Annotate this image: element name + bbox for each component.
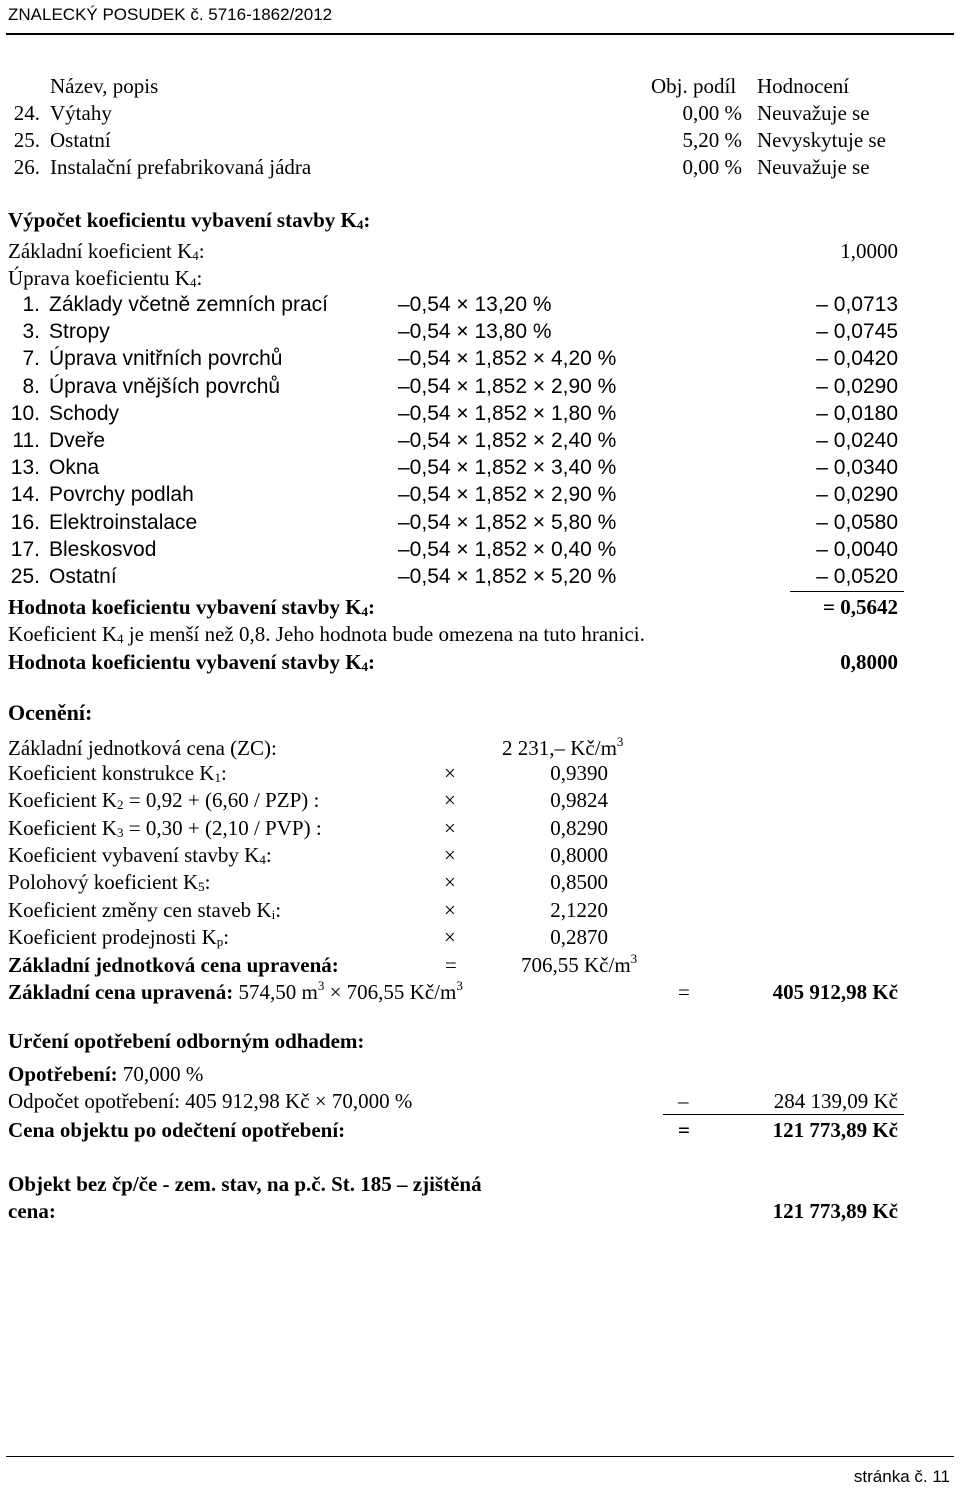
object-price-label: Cena objektu po odečtení opotřebení: — [8, 1118, 346, 1142]
coefficient-value: 2,1220 — [550, 897, 608, 922]
col-header-rating: Hodnocení — [757, 74, 850, 98]
k4-row-name: Bleskosvod — [49, 537, 157, 561]
wear-heading: Určení opotřebení odborným odhadem: — [8, 1029, 365, 1053]
coefficient-label: Koeficient vybavení stavby $K_4$: — [8, 842, 272, 867]
k4-row-formula: –0,54 × 1,852 × 5,20 % — [398, 565, 617, 588]
base-price-op: = — [678, 980, 690, 1004]
k4-row-formula: –0,54 × 1,852 × 2,90 % — [398, 374, 617, 398]
k4-row-value: – 0,0290 — [816, 374, 898, 398]
col-header-name: Název, popis — [50, 74, 159, 98]
k4-note: Koeficient $K_4$ je menší než 0,8. Jeho hodnota bude omezena na tuto hranici. — [8, 622, 645, 646]
part-row-rating: Nevyskytuje se — [757, 128, 886, 152]
k4-row-formula: –0,54 × 1,852 × 4,20 % — [398, 347, 617, 371]
k4-final-value: 0,8000 — [840, 650, 898, 674]
k4-row-formula: –0,54 × 1,852 × 5,80 % — [398, 510, 617, 534]
coefficient-label: Koeficient prodejnosti $K_p$: — [8, 924, 230, 949]
k4-row-name: Povrchy podlah — [49, 483, 194, 507]
footer-rule — [6, 1456, 954, 1457]
k4-base-value: 1,0000 — [840, 239, 898, 263]
wear-sum-rule — [663, 1114, 904, 1115]
coefficient-label: Koeficient $K_2 = 0,92 + (6,60 / PZP)$ : — [8, 788, 320, 813]
part-row-name: Instalační prefabrikovaná jádra — [50, 155, 312, 179]
coefficient-operator: × — [444, 842, 456, 867]
document-header: ZNALECKÝ POSUDEK č. 5716-1862/2012 — [8, 5, 333, 24]
k4-row-name: Schody — [49, 401, 120, 425]
unit-price-label: Základní jednotková cena upravená: — [8, 953, 339, 977]
k4-row-value: – 0,0180 — [816, 401, 898, 425]
summary-line-2: cena: — [8, 1199, 56, 1223]
k4-row-number: 8. — [22, 374, 40, 398]
k4-row-number: 11. — [12, 429, 40, 452]
col-header-share: Obj. podíl — [651, 74, 737, 98]
k4-row-value: – 0,0040 — [816, 537, 898, 561]
part-row-share: 5,20 % — [682, 128, 742, 152]
coefficient-operator: × — [444, 924, 456, 949]
wear-deduct-op: – — [678, 1089, 689, 1113]
k4-result-value: = 0,5642 — [823, 595, 898, 619]
unit-price-op: = — [445, 953, 457, 977]
object-price-value: 121 773,89 Kč — [772, 1118, 898, 1142]
k4-final-label: Hodnota koeficientu vybavení stavby $K_4$: — [8, 650, 376, 674]
k4-row-formula: –0,54 × 1,852 × 0,40 % — [398, 537, 617, 561]
base-price-value: 405 912,98 Kč — [772, 980, 898, 1004]
unit-price-value: 706,55 $Kč/m^3$ — [521, 951, 638, 977]
k4-row-name: Elektroinstalace — [49, 510, 198, 534]
summary-value: 121 773,89 Kč — [772, 1199, 898, 1223]
coefficient-value: 0,8000 — [550, 842, 608, 867]
k4-row-value: – 0,0240 — [816, 429, 898, 452]
base-price-label: Základní cena upravená: 574,50 $m^3 \times 706,55$ $Kč/m^3$ — [8, 978, 463, 1004]
coefficient-label: Koeficient změny cen staveb $K_i$: — [8, 897, 282, 922]
coefficient-operator: × — [444, 897, 456, 922]
part-row-rating: Neuvažuje se — [757, 155, 870, 179]
part-row-number: 26. — [13, 155, 40, 179]
k4-row-number: 16. — [10, 510, 40, 534]
object-price-op: = — [678, 1118, 690, 1142]
k4-row-formula: –0,54 × 1,852 × 2,40 % — [398, 429, 617, 452]
header-rule — [6, 33, 954, 35]
coefficient-operator: × — [444, 761, 456, 785]
coefficient-label: Koeficient $K_3 = 0,30 + (2,10 / PVP)$ : — [8, 815, 322, 840]
wear-deduct-label: Odpočet opotřebení: 405 912,98 Kč × 70,000 % — [8, 1089, 413, 1113]
coefficient-operator: × — [444, 788, 456, 813]
k4-row-value: – 0,0520 — [816, 565, 898, 588]
zc-label: Základní jednotková cena (ZC): — [8, 736, 277, 760]
k4-row-name: Úprava vnitřních povrchů — [49, 347, 283, 371]
part-row-number: 25. — [13, 128, 40, 152]
k4-sum-rule — [790, 591, 904, 592]
zc-value: 2 231,– $Kč/m^3$ — [502, 734, 624, 760]
k4-row-name: Dveře — [49, 429, 106, 452]
k4-row-name: Okna — [49, 456, 100, 480]
k4-row-value: – 0,0580 — [816, 510, 898, 534]
part-row-share: 0,00 % — [682, 155, 742, 179]
k4-row-value: – 0,0420 — [816, 347, 898, 371]
k4-row-number: 25. — [10, 565, 40, 588]
part-row-number: 24. — [13, 101, 40, 125]
k4-row-name: Úprava vnějších povrchů — [49, 374, 281, 398]
k4-row-number: 14. — [10, 483, 40, 507]
k4-row-value: – 0,0713 — [816, 293, 898, 316]
part-row-name: Výtahy — [50, 101, 112, 125]
k4-row-number: 7. — [22, 347, 40, 371]
k4-heading: Výpočet koeficientu vybavení stavby $K_4$: — [8, 208, 371, 232]
k4-row-formula: –0,54 × 1,852 × 1,80 % — [398, 401, 617, 425]
coefficient-operator: × — [444, 815, 456, 840]
coefficient-value: 0,8500 — [550, 870, 608, 895]
page-footer: stránka č. 11 — [853, 1467, 950, 1486]
part-row-rating: Neuvažuje se — [757, 101, 870, 125]
k4-row-formula: –0,54 × 13,80 % — [398, 320, 552, 344]
k4-row-name: Ostatní — [49, 565, 117, 588]
coefficient-value: 0,8290 — [550, 815, 608, 840]
k4-result-label: Hodnota koeficientu vybavení stavby $K_4$: — [8, 595, 376, 619]
k4-row-value: – 0,0290 — [816, 483, 898, 507]
k4-row-formula: –0,54 × 1,852 × 3,40 % — [398, 456, 617, 480]
k4-row-value: – 0,0340 — [816, 456, 898, 480]
k4-row-name: Stropy — [49, 320, 110, 344]
k4-row-value: – 0,0745 — [816, 320, 898, 344]
part-row-share: 0,00 % — [682, 101, 742, 125]
wear-deduct-value: 284 139,09 Kč — [773, 1089, 898, 1113]
k4-row-number: 17. — [10, 537, 40, 561]
coefficient-operator: × — [444, 870, 456, 895]
wear-line: Opotřebení: 70,000 % — [8, 1062, 204, 1086]
k4-adj-label: Úprava koeficientu $K_4$: — [8, 266, 203, 290]
coefficient-value: 0,9824 — [550, 788, 608, 813]
k4-row-number: 10. — [10, 401, 40, 425]
k4-row-formula: –0,54 × 1,852 × 2,90 % — [398, 483, 617, 507]
coefficient-label: Polohový koeficient $K_5$: — [8, 870, 211, 895]
k4-row-name: Základy včetně zemních prací — [49, 293, 328, 316]
k4-row-number: 13. — [10, 456, 40, 480]
coefficient-label: Koeficient konstrukce $K_1$: — [8, 761, 227, 785]
summary-line-1: Objekt bez čp/če - zem. stav, na p.č. St. 185 – zjištěná — [8, 1172, 482, 1196]
valuation-heading: Ocenění: — [8, 700, 93, 725]
k4-row-formula: –0,54 × 13,20 % — [398, 293, 552, 316]
part-row-name: Ostatní — [50, 128, 111, 152]
k4-row-number: 3. — [22, 320, 40, 344]
coefficient-value: 0,9390 — [550, 761, 608, 785]
coefficient-value: 0,2870 — [550, 924, 608, 949]
k4-row-number: 1. — [22, 293, 40, 316]
k4-base-label: Základní koeficient $K_4$: — [8, 239, 205, 263]
